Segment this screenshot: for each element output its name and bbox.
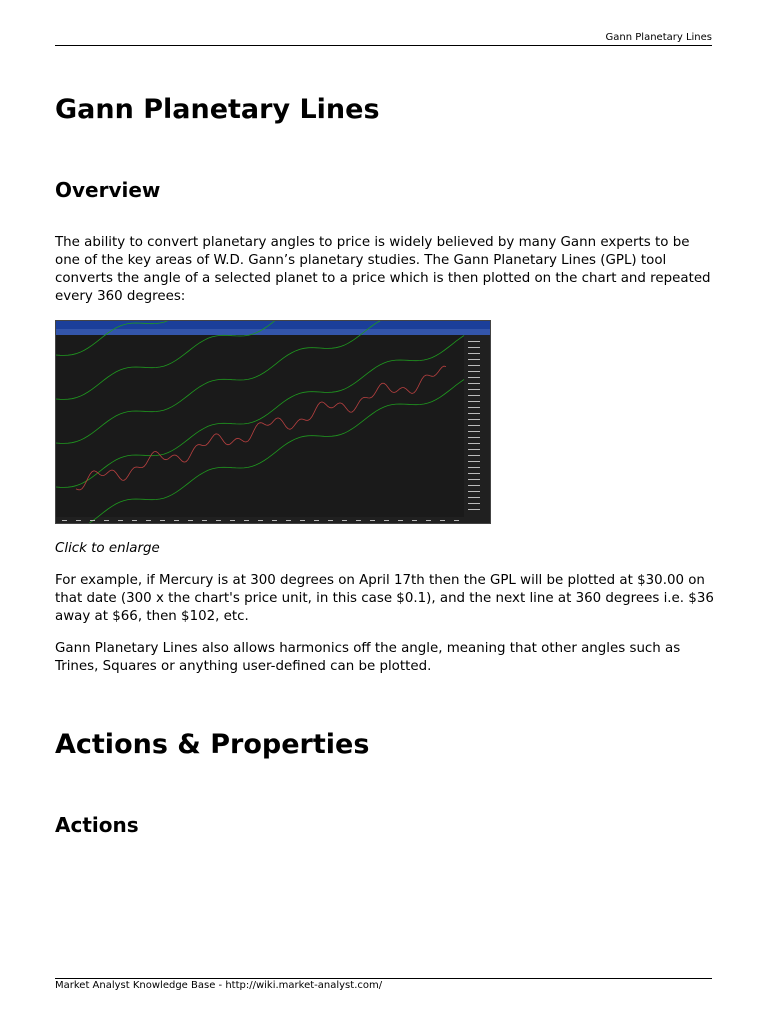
date-tick: [258, 520, 263, 521]
price-tick: [468, 431, 480, 432]
price-tick: [468, 497, 480, 498]
date-tick: [370, 520, 375, 521]
gpl-line: [56, 321, 464, 443]
date-tick: [272, 520, 277, 521]
date-tick: [300, 520, 305, 521]
price-tick: [468, 383, 480, 384]
price-tick: [468, 455, 480, 456]
price-tick: [468, 407, 480, 408]
date-tick: [202, 520, 207, 521]
gpl-line: [56, 380, 464, 525]
price-tick: [468, 395, 480, 396]
date-tick: [328, 520, 333, 521]
price-tick: [468, 389, 480, 390]
example-paragraph: For example, if Mercury is at 300 degrees on April 17th then the GPL will be plotted at $30.00 on that date (300 x the chart's price unit, in this case $0.1), and the next line at 360 degrees i.e. $36 away at $66, then $102, etc.: [55, 573, 714, 624]
price-tick: [468, 365, 480, 366]
price-tick: [468, 353, 480, 354]
date-tick: [118, 520, 123, 521]
date-tick: [76, 520, 81, 521]
date-tick: [174, 520, 179, 521]
price-tick: [468, 467, 480, 468]
date-tick: [146, 520, 151, 521]
date-tick: [244, 520, 249, 521]
price-tick: [468, 347, 480, 348]
date-tick: [314, 520, 319, 521]
date-tick: [398, 520, 403, 521]
harmonics-paragraph: Gann Planetary Lines also allows harmonics off the angle, meaning that other angles such as Trines, Squares or anything user-defined can be plotted.: [55, 641, 681, 674]
gpl-line: [56, 336, 464, 488]
running-footer: [55, 978, 712, 993]
price-tick: [468, 401, 480, 402]
price-tick: [468, 359, 480, 360]
date-tick: [440, 520, 445, 521]
price-tick: [468, 419, 480, 420]
date-tick: [104, 520, 109, 521]
price-tick: [468, 491, 480, 492]
date-tick: [230, 520, 235, 521]
price-tick: [468, 443, 480, 444]
price-tick: [468, 485, 480, 486]
date-tick: [286, 520, 291, 521]
overview-heading: Overview: [55, 178, 161, 202]
price-tick: [468, 509, 480, 510]
date-tick: [356, 520, 361, 521]
date-tick: [188, 520, 193, 521]
price-tick: [468, 371, 480, 372]
date-tick: [426, 520, 431, 521]
date-tick: [160, 520, 165, 521]
gpl-chart-thumbnail[interactable]: [55, 320, 491, 524]
price-bars: [76, 366, 446, 490]
gpl-chart-image: [56, 321, 491, 524]
date-tick: [454, 520, 459, 521]
date-tick: [90, 520, 95, 521]
page-title: Gann Planetary Lines: [55, 94, 380, 125]
chart-toolbar: [56, 329, 491, 335]
price-tick: [468, 503, 480, 504]
price-tick: [468, 461, 480, 462]
date-tick: [412, 520, 417, 521]
running-header: [55, 31, 712, 46]
date-tick: [62, 520, 67, 521]
price-tick: [468, 425, 480, 426]
figure-caption[interactable]: Click to enlarge: [55, 541, 160, 556]
price-tick: [468, 449, 480, 450]
date-tick: [216, 520, 221, 521]
date-tick: [384, 520, 389, 521]
actions-properties-heading: Actions & Properties: [55, 729, 370, 760]
price-tick: [468, 473, 480, 474]
price-tick: [468, 377, 480, 378]
date-tick: [342, 520, 347, 521]
date-tick: [132, 520, 137, 521]
actions-heading: Actions: [55, 813, 139, 837]
price-tick: [468, 413, 480, 414]
price-tick: [468, 437, 480, 438]
overview-intro: The ability to convert planetary angles to price is widely believed by many Gann experts to be one of the key areas of W.D. Gann’s planetary studies. The Gann Planetary Lines (GPL) tool converts the angle of a selected planet to a price which is then plotted on the chart and repeated every 360 degrees:: [55, 235, 711, 304]
running-header-title: Gann Planetary Lines: [605, 32, 712, 43]
price-tick: [468, 479, 480, 480]
price-tick: [468, 341, 480, 342]
footer-text: Market Analyst Knowledge Base - http://wiki.market-analyst.com/: [55, 980, 383, 991]
